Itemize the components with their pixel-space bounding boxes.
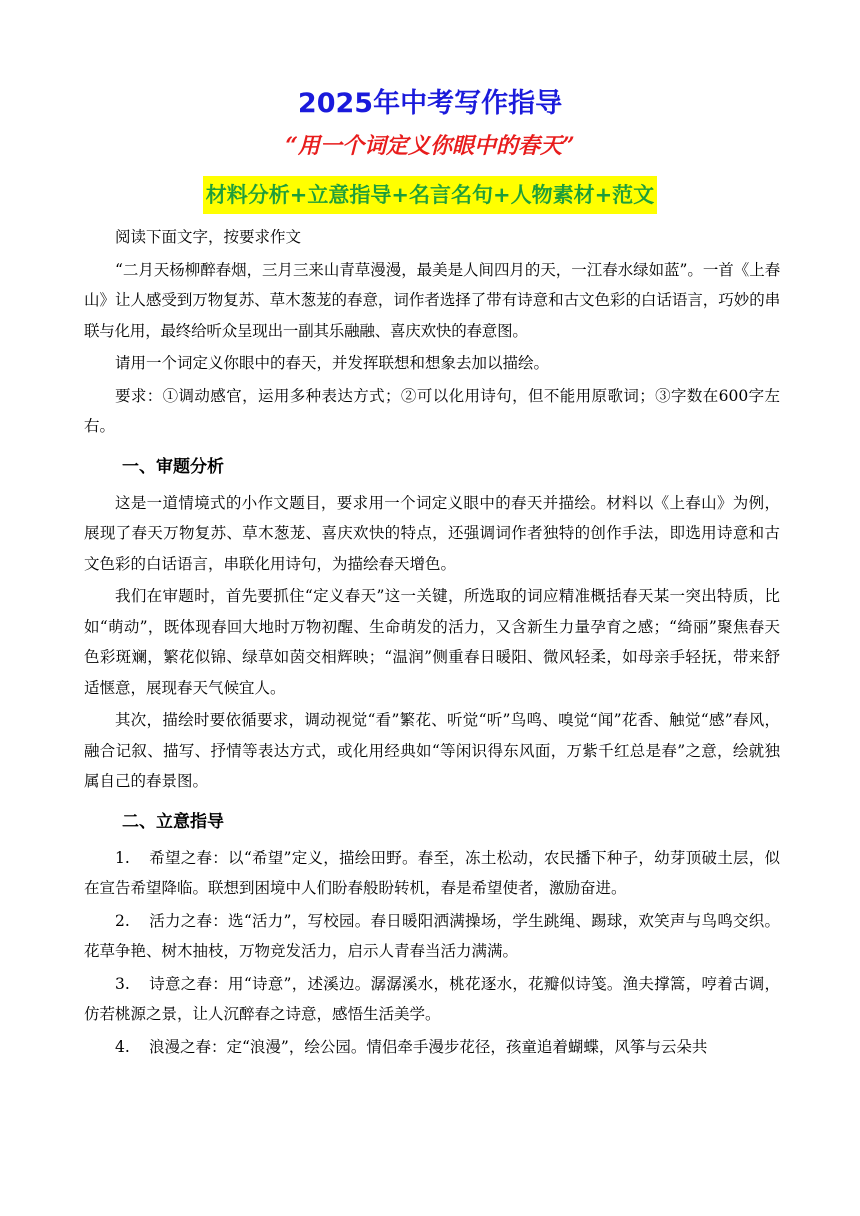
idea-text: 诗意之春：用“诗意”，述溪边。潺潺溪水，桃花逐水，花瓣似诗笺。渔夫撑篙，哼着古调，仿若桃源之景，让人沉醉春之诗意，感悟生活美学。 — [84, 974, 780, 1023]
analysis-paragraph: 这是一道情境式的小作文题目，要求用一个词定义眼中的春天并描绘。材料以《上春山》为例，展现了春天万物复苏、草木葱茏、喜庆欢快的特点，还强调词作者独特的创作手法，即选用诗意和古文色彩的白话语言，串联化用诗句，为描绘春天增色。 — [84, 493, 780, 573]
prompt-material: “二月天杨柳醉春烟，三月三来山青草漫漫，最美是人间四月的天，一江春水绿如蓝”。一首《上春山》让人感受到万物复苏、草木葱茏的春意，词作者选择了带有诗意和古文色彩的白话语言，巧妙的串联与化用，最终给听众呈现出一副其乐融融、喜庆欢快的春意图。 — [84, 260, 780, 340]
highlight-banner: 材料分析+立意指导+名言名句+人物素材+范文 — [203, 176, 657, 214]
idea-item — [84, 969, 780, 1030]
idea-item — [84, 1032, 780, 1063]
document-title: 2025年中考写作指导 — [297, 88, 563, 119]
idea-item — [84, 843, 780, 904]
analysis-paragraph: 我们在审题时，首先要抓住“定义春天”这一关键，所选取的词应精准概括春天某一突出特质，比如“萌动”，既体现春回大地时万物初醒、生命萌发的活力，又含新生力量孕育之感；“绮丽”聚焦春天色彩斑斓，繁花似锦、绿草如茵交相辉映；“温润”侧重春日暖阳、微风轻柔，如母亲手轻抚，带来舒适惬意，展现春天气候宜人。 — [84, 587, 780, 697]
section-heading-analysis: 一、审题分析 — [122, 456, 224, 477]
prompt-requirements: 要求：①调动感官，运用多种表达方式；②可以化用诗句，但不能用原歌词；③字数在600字左右。 — [84, 386, 780, 435]
prompt-task: 请用一个词定义你眼中的春天，并发挥联想和想象去加以描绘。 — [115, 354, 550, 372]
document-subtitle: “用一个词定义你眼中的春天” — [285, 133, 575, 159]
idea-text: 活力之春：选“活力”，写校园。春日暖阳洒满操场，学生跳绳、踢球，欢笑声与鸟鸣交织。花草争艳、树木抽枝，万物竞发活力，启示人青春当活力满满。 — [84, 911, 780, 960]
section-heading-ideas: 二、立意指导 — [122, 811, 224, 832]
banner-wrap — [0, 176, 860, 214]
document-body — [84, 222, 780, 1064]
prompt-intro: 阅读下面文字，按要求作文 — [115, 228, 302, 246]
idea-number: 1. — [115, 848, 130, 867]
idea-text: 浪漫之春：定“浪漫”，绘公园。情侣牵手漫步花径，孩童追着蝴蝶，风筝与云朵共 — [149, 1037, 708, 1056]
idea-number: 2. — [115, 911, 130, 930]
idea-item — [84, 906, 780, 967]
analysis-paragraph: 其次，描绘时要依循要求，调动视觉“看”繁花、听觉“听”鸟鸣、嗅觉“闻”花香、触觉“感”春风，融合记叙、描写、抒情等表达方式，或化用经典如“等闲识得东风面，万紫千红总是春”之意，绘就独属自己的春景图。 — [84, 711, 780, 790]
idea-number: 3. — [115, 974, 130, 993]
idea-number: 4. — [115, 1037, 130, 1056]
idea-text: 希望之春：以“希望”定义，描绘田野。春至，冻土松动，农民播下种子，幼芽顶破土层，似在宣告希望降临。联想到困境中人们盼春般盼转机，春是希望使者，激励奋进。 — [84, 848, 780, 897]
